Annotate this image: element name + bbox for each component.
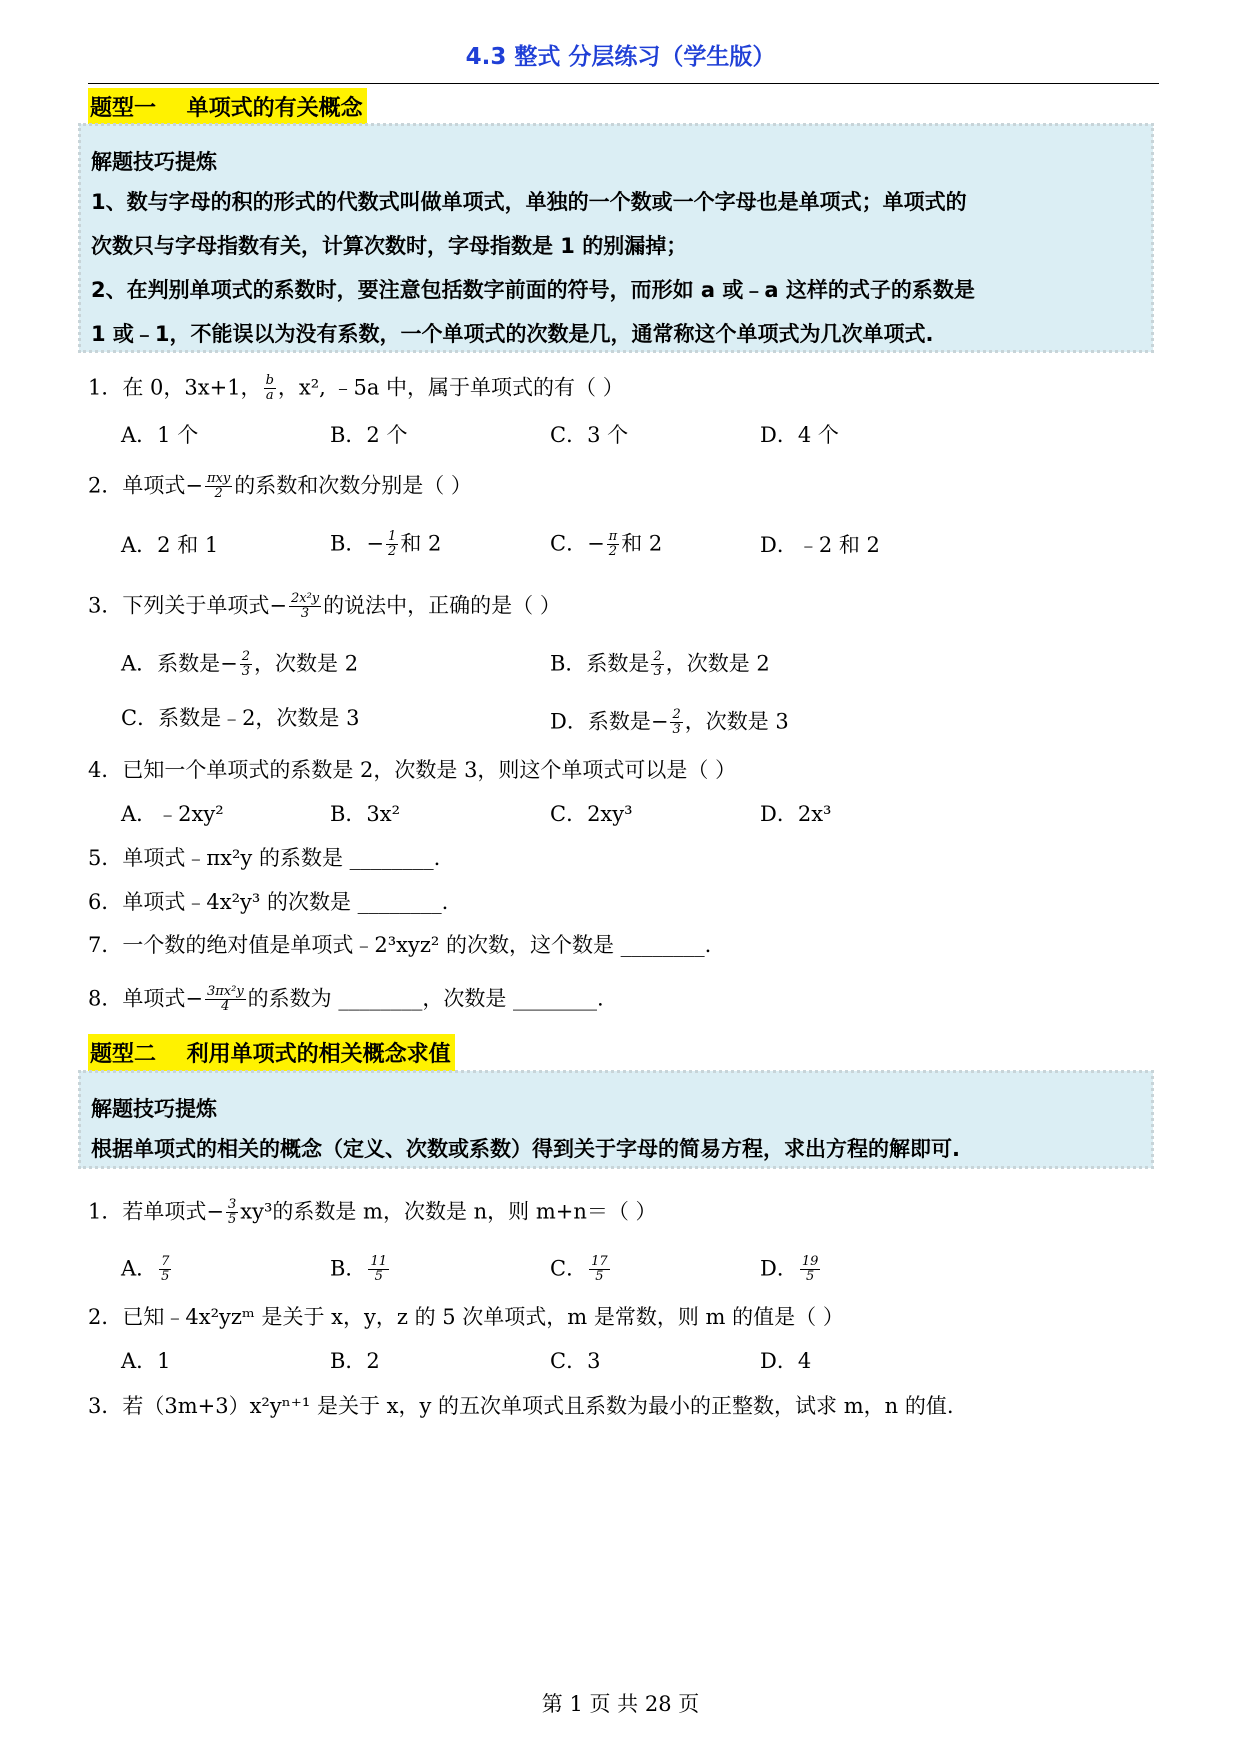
tips-line: 1、数与字母的积的形式的代数式叫做单项式，单独的一个数或一个字母也是单项式；单项式的 xyxy=(91,190,967,214)
question-2-1: 1．若单项式− $\frac{3}{5}$ xy³的系数是 m，次数是 n，则 m+n＝（ ） xyxy=(88,1197,657,1228)
option-a: A．系数是− $\frac{2}{3}$ ，次数是 2 xyxy=(121,649,359,680)
option-a: A．1 xyxy=(121,1349,171,1373)
option-b: B．− $\frac{1}{2}$ 和 2 xyxy=(330,529,442,560)
section-2-tag: 题型二 利用单项式的相关概念求值 xyxy=(88,1034,455,1072)
question-2: 2．单项式− $\frac{\text{πxy}}{2}$ 的系数和次数分别是（ ） xyxy=(88,471,472,502)
question-8: 8．单项式− $\frac{\text{3πx²y}}{4}$ 的系数为 ________，次数是 ________. xyxy=(88,984,604,1015)
option-a: A．1 个 xyxy=(121,423,199,447)
option-a: A．2 和 1 xyxy=(121,533,219,557)
fraction: $\frac{\text{πxy}}{2}$ xyxy=(206,471,231,502)
option-c: C．3 xyxy=(550,1349,601,1373)
section-1-tips-box xyxy=(79,124,1153,352)
option-b: B．系数是 $\frac{2}{3}$ ，次数是 2 xyxy=(550,649,770,680)
option-b: B．3x² xyxy=(330,802,401,826)
option-a: A． $\frac{7}{5}$ xyxy=(121,1254,170,1285)
question-7: 7．一个数的绝对值是单项式﹣2³xyz² 的次数，这个数是 ________. xyxy=(88,933,712,957)
fraction: $\frac{11}{5}$ xyxy=(370,1254,387,1285)
fraction: $\frac{b}{a}$ xyxy=(265,373,274,404)
option-d: D． $\frac{19}{5}$ xyxy=(760,1254,819,1285)
option-c: C．3 个 xyxy=(550,423,629,447)
fraction: $\frac{\pi}{2}$ xyxy=(608,529,618,560)
fraction: $\frac{\text{3πx²y}}{4}$ xyxy=(206,984,244,1015)
option-d: D．﹣2 和 2 xyxy=(760,533,880,557)
tips-line: 次数只与字母指数有关，计算次数时，字母指数是 1 的别漏掉； xyxy=(91,234,688,258)
fraction: $\frac{17}{5}$ xyxy=(591,1254,608,1285)
tips-heading: 解题技巧提炼 xyxy=(91,150,217,174)
section-2-tips-box xyxy=(79,1071,1153,1168)
header-rule xyxy=(88,83,1159,84)
fraction: $\frac{\text{2x²y}}{3}$ xyxy=(290,591,320,622)
tips-heading: 解题技巧提炼 xyxy=(91,1097,217,1121)
option-b: B． $\frac{11}{5}$ xyxy=(330,1254,387,1285)
fraction: $\frac{2}{3}$ xyxy=(672,707,681,738)
option-c: C． $\frac{17}{5}$ xyxy=(550,1254,608,1285)
fraction: $\frac{7}{5}$ xyxy=(161,1254,170,1285)
page-footer: 第 1 页 共 28 页 xyxy=(541,1692,700,1716)
option-d: D．2x³ xyxy=(760,802,832,826)
fraction: $\frac{1}{2}$ xyxy=(388,529,397,560)
option-c: C．− $\frac{\pi}{2}$ 和 2 xyxy=(550,529,663,560)
question-2-3: 3．若（3m+3）x²yⁿ⁺¹ 是关于 x，y 的五次单项式且系数为最小的正整数，试求 m，n 的值. xyxy=(88,1394,954,1418)
option-c: C．系数是﹣2，次数是 3 xyxy=(121,706,360,730)
question-6: 6．单项式﹣4x²y³ 的次数是 ________. xyxy=(88,890,449,914)
option-b: B．2 xyxy=(330,1349,380,1373)
fraction: $\frac{2}{3}$ xyxy=(241,649,251,680)
option-c: C．2xy³ xyxy=(550,802,633,826)
question-4: 4．已知一个单项式的系数是 2，次数是 3，则这个单项式可以是（ ） xyxy=(88,758,737,782)
option-d: D．4 个 xyxy=(760,423,839,447)
tips-line: 根据单项式的相关的概念（定义、次数或系数）得到关于字母的简易方程，求出方程的解即可. xyxy=(91,1137,960,1161)
page-title: 4.3 整式 分层练习（学生版） xyxy=(465,44,776,70)
option-d: D．4 xyxy=(760,1349,812,1373)
question-5: 5．单项式﹣πx²y 的系数是 ________. xyxy=(88,846,441,870)
fraction: $\frac{19}{5}$ xyxy=(801,1254,819,1285)
option-b: B．2 个 xyxy=(330,423,408,447)
question-1: 1．在 0，3x+1， $\frac{b}{a}$ ，x², ﹣5a 中，属于单项式的有（ ） xyxy=(88,373,624,404)
fraction: $\frac{2}{3}$ xyxy=(653,649,662,680)
question-2-2: 2．已知﹣4x²yzᵐ 是关于 x，y，z 的 5 次单项式，m 是常数，则 m 的值是（ ） xyxy=(88,1305,844,1329)
option-a: A．﹣2xy² xyxy=(121,802,224,826)
tips-line: 2、在判别单项式的系数时，要注意包括数字前面的符号，而形如 a 或﹣a 这样的式子的系数是 xyxy=(91,278,975,302)
tips-line: 1 或﹣1，不能误以为没有系数，一个单项式的次数是几，通常称这个单项式为几次单项式. xyxy=(91,322,934,346)
section-1-tag: 题型一 单项式的有关概念 xyxy=(88,88,367,126)
option-d: D．系数是− $\frac{2}{3}$ ，次数是 3 xyxy=(550,707,789,738)
fraction: $\frac{3}{5}$ xyxy=(227,1197,237,1228)
question-3: 3．下列关于单项式− $\frac{\text{2x²y}}{3}$ 的说法中，正确的是（ ） xyxy=(88,591,561,622)
